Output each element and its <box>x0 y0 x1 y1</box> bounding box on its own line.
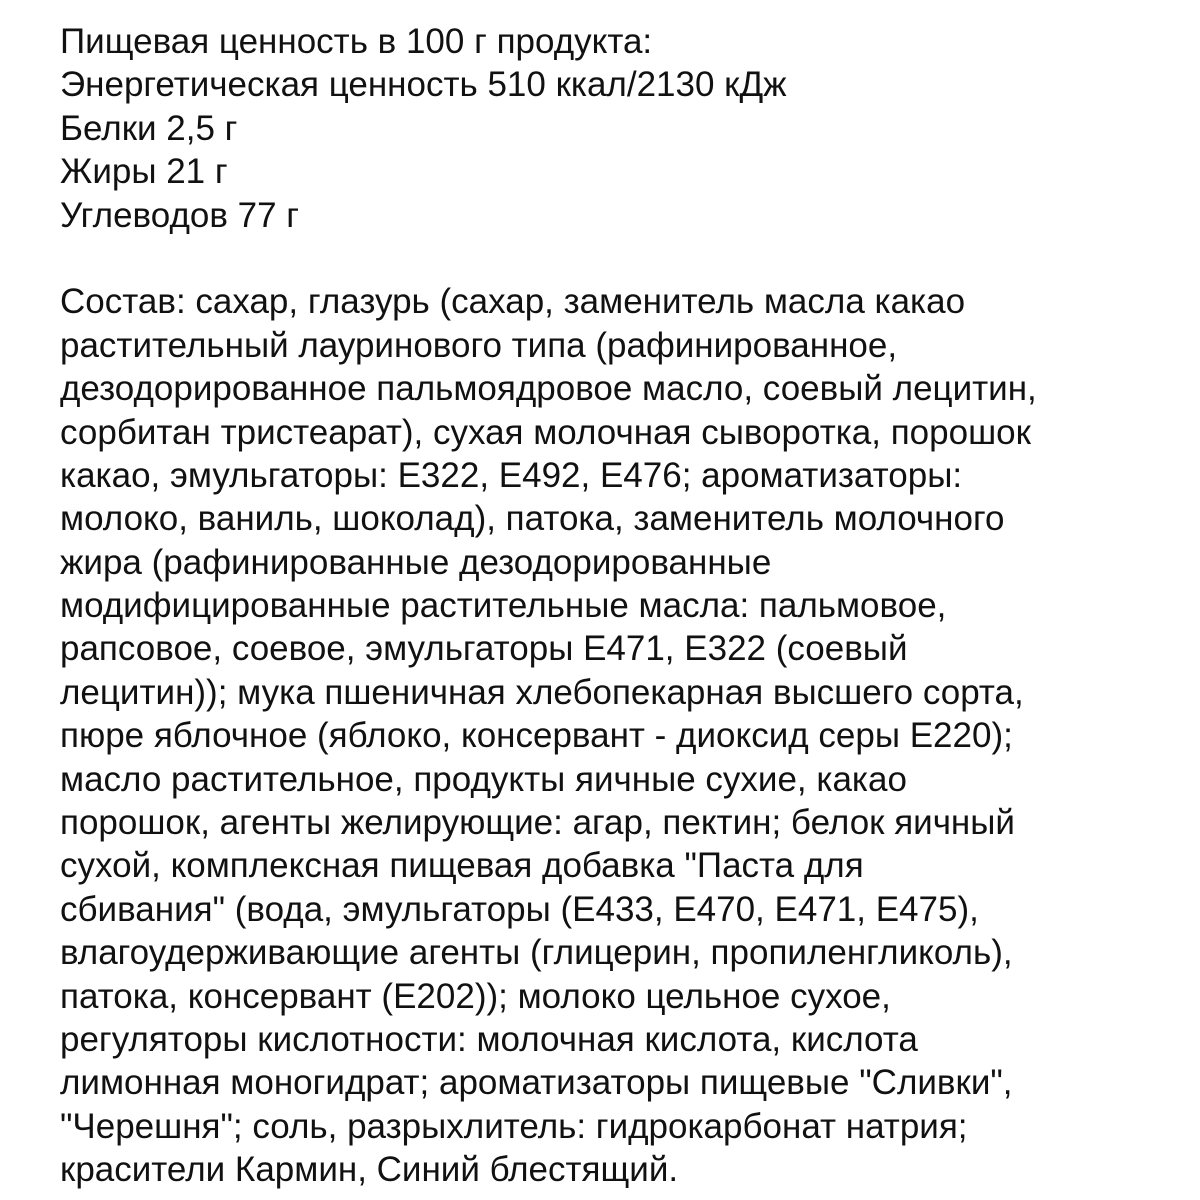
protein-value: Белки 2,5 г <box>60 108 238 148</box>
composition-line: красители Кармин, Синий блестящий. <box>60 1150 679 1190</box>
composition-line: растительный лауринового типа (рафинированное, <box>60 325 898 365</box>
nutrition-facts <box>60 20 1180 237</box>
composition-line: лимонная моногидрат; ароматизаторы пищевые "Сливки", <box>60 1063 1013 1103</box>
composition-line: масло растительное, продукты яичные сухие, какао <box>60 759 907 799</box>
fat-value: Жиры 21 г <box>60 152 228 192</box>
composition-line: рапсовое, соевое, эмульгаторы Е471, Е322 (соевый <box>60 629 908 669</box>
composition-line: пюре яблочное (яблоко, консервант - диоксид серы Е220); <box>60 716 1013 756</box>
composition-line: дезодорированное пальмоядровое масло, соевый лецитин, <box>60 369 1037 409</box>
composition-line: "Черешня"; соль, разрыхлитель: гидрокарбонат натрия; <box>60 1106 968 1146</box>
composition-line: сбивания" (вода, эмульгаторы (Е433, Е470, Е471, Е475), <box>60 889 979 929</box>
composition-line: сорбитан тристеарат), сухая молочная сыворотка, порошок <box>60 412 1031 452</box>
document-page <box>60 20 1180 1192</box>
nutrition-title: Пищевая ценность в 100 г продукта: <box>60 22 653 61</box>
composition-line: Состав: сахар, глазурь (сахар, заменитель масла какао <box>60 282 966 322</box>
composition-line: модифицированные растительные масла: пальмовое, <box>60 586 947 626</box>
composition-line: молоко, ваниль, шоколад), патока, заменитель молочного <box>60 499 1005 539</box>
composition-text <box>60 280 1180 1191</box>
composition-line: лецитин)); мука пшеничная хлебопекарная высшего сорта, <box>60 672 1024 712</box>
composition-line: сухой, комплексная пищевая добавка "Паста для <box>60 846 864 886</box>
composition-line: патока, консервант (Е202)); молоко цельное сухое, <box>60 976 891 1016</box>
composition-line: какао, эмульгаторы: Е322, Е492, Е476; ароматизаторы: <box>60 455 963 495</box>
composition-line: регуляторы кислотности: молочная кислота, кислота <box>60 1019 918 1059</box>
energy-value: Энергетическая ценность 510 ккал/2130 кДж <box>60 65 787 105</box>
composition-line: жира (рафинированные дезодорированные <box>60 542 772 582</box>
section-spacer <box>60 237 1180 280</box>
carbs-value: Углеводов 77 г <box>60 195 300 235</box>
composition-line: порошок, агенты желирующие: агар, пектин; белок яичный <box>60 803 1015 843</box>
composition-line: влагоудерживающие агенты (глицерин, пропиленгликоль), <box>60 933 1013 973</box>
